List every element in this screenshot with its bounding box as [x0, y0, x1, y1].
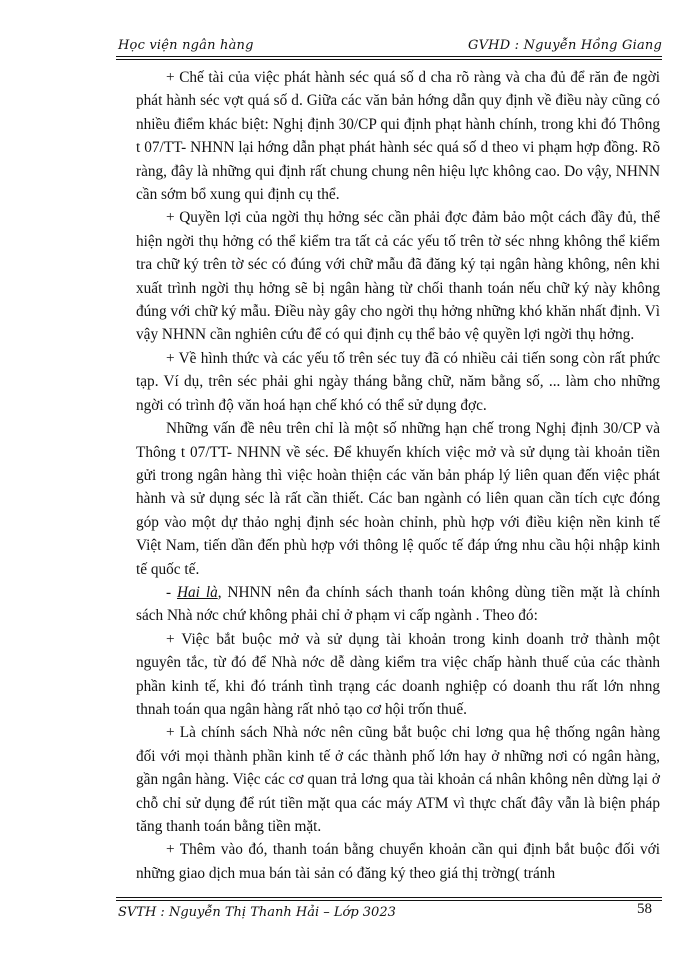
page-number: 58 [637, 901, 652, 917]
body-text [136, 66, 660, 885]
paragraph-2: + Quyền lợi của ngời thụ hởng séc cần phải đợc đảm bảo một cách đầy đủ, thể hiện ngời thụ hởng có thể kiểm tra tất cả các yếu tố trên tờ séc nhng không thể kiểm tra chữ ký trên tờ séc có đúng với chữ mẫu đã đăng ký tại ngân hàng không, nên khi xuất trình ngời thụ hởng sẽ bị ngân hàng từ chối thanh toán nếu chữ ký này không đúng với chữ ký mẫu. Điều này gây cho ngời thụ hởng những khó khăn nhất định. Vì vậy NHNN cần nghiên cứu để có qui định cụ thể bảo vệ quyền lợi ngời thụ hởng. [136, 209, 660, 344]
paragraph-5 [136, 581, 660, 628]
footer-rule-thin [116, 897, 662, 898]
page-footer [118, 901, 662, 925]
paragraph-3: + Về hình thức và các yếu tố trên séc tuy đã có nhiều cải tiến song còn rất phức tạp. Ví dụ, trên séc phải ghi ngày tháng bằng chữ, năm bằng số, ... làm cho những ngời có trình độ văn hoá hạn chế khó có thể sử dụng đợc. [136, 349, 660, 414]
paragraph-5-rest: , NHNN nên đa chính sách thanh toán không dùng tiền mặt là chính sách Nhà nớc chứ không phải chỉ ở phạm vi cấp ngành . Theo đó: [136, 583, 660, 625]
footer-rule [116, 900, 662, 901]
paragraph-8: + Thêm vào đó, thanh toán bằng chuyển khoản cần qui định bắt buộc đối với những giao dịch mua bán tài sản có đăng ký theo giá thị trờng( tránh [136, 841, 660, 882]
paragraph-1: + Chế tài của việc phát hành séc quá số d cha rõ ràng và cha đủ để răn đe ngời phát hành séc vợt quá số d. Giữa các văn bản hớng dẫn quy định về điều này cũng có nhiều điểm khác biệt: Nghị định 30/CP qui định phạt hành chính, trong khi đó Thông t 07/TT- NHNN lại hớng dẫn phạt phát hành séc quá số d theo vi phạm hợp đồng. Rõ ràng, đây là những qui định rất chung chung nên hiệu lực không cao. Do vậy, NHNN cần sớm bổ xung qui định cụ thể. [136, 69, 660, 204]
paragraph-5-highlight: Hai là [176, 583, 218, 601]
paragraph-5-lead: - [166, 583, 177, 601]
header-rule [116, 56, 662, 57]
header-institution: Học viện ngân hàng [118, 38, 254, 53]
footer-student: SVTH : Nguyễn Thị Thanh Hải – Lớp 3023 [118, 905, 396, 920]
header-supervisor: GVHD : Nguyễn Hồng Giang [468, 38, 662, 53]
page-header [118, 38, 662, 58]
paragraph-4: Những vấn đề nêu trên chỉ là một số những hạn chế trong Nghị định 30/CP và Thông t 07/TT- NHNN về séc. Để khuyến khích việc mở và sử dụng tài khoản tiền gửi trong ngân hàng thì việc hoàn thiện các văn bản pháp lý liên quan đến việc phát hành và sử dụng séc là rất cần thiết. Các ban ngành có liên quan cần tích cực đóng góp vào một dự thảo nghị định séc hoàn chỉnh, phù hợp với điều kiện nền kinh tế Việt Nam, tiến dần đến phù hợp với thông lệ quốc tế đáp ứng nhu cầu hội nhập kinh tế quốc tế. [136, 420, 660, 578]
paragraph-7: + Là chính sách Nhà nớc nên cũng bắt buộc chi lơng qua hệ thống ngân hàng đối với mọi thành phần kinh tế ở các thành phố lớn hay ở những nơi có ngân hàng, gần ngân hàng. Việc các cơ quan trả lơng qua tài khoản cá nhân không nên dừng lại ở chỗ chỉ sử dụng để rút tiền mặt qua các máy ATM vì thực chất đây vẫn là biện pháp tăng thanh toán bằng tiền mặt. [136, 724, 660, 835]
header-rule-thin [116, 59, 662, 60]
paragraph-6: + Việc bắt buộc mở và sử dụng tài khoản trong kinh doanh trở thành một nguyên tắc, từ đó để Nhà nớc dễ dàng kiểm tra việc chấp hành thuế của các thành phần kinh tế, khi đó tránh tình trạng các doanh nghiệp có doanh thu rất lớn nhng thnah toán qua ngân hàng rất nhỏ tạo cơ hội trốn thuế. [136, 630, 660, 718]
